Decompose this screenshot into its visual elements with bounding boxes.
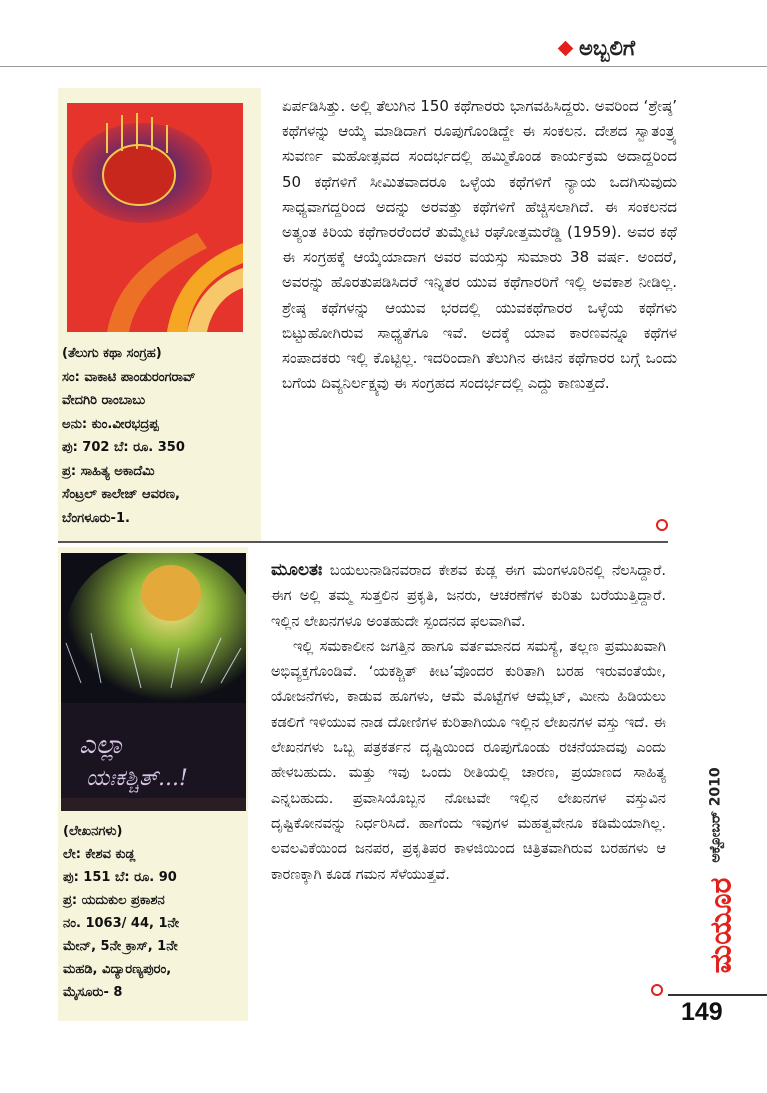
lead-word: ಮೂಲತಃ bbox=[271, 560, 323, 580]
end-mark-icon bbox=[651, 984, 663, 996]
article-paragraph bbox=[271, 558, 666, 635]
diamond-bullet-icon bbox=[558, 41, 574, 57]
book-author: ಲೇ: ಕೇಶವ ಕುಡ್ಲ bbox=[63, 847, 136, 862]
svg-text:ಎಲ್ಲಾ: ಎಲ್ಲಾ bbox=[79, 730, 125, 760]
page-number: 149 bbox=[681, 998, 723, 1026]
article-paragraph: ಇಲ್ಲಿ ಸಮಕಾಲೀನ ಜಗತ್ತಿನ ಹಾಗೂ ವರ್ತಮಾನದ ಸಮಸ್ಯೆ, ತಲ್ಲಣ ಪ್ರಮುಖವಾಗಿ ಅಭಿವ್ಯಕ್ತಗೊಂಡಿವೆ. ‘ಯಕಶ್ಚಿತ್ ಕೀಟ’ವೊಂದರ ಕುರಿತಾಗಿ ಬರಹ ಇರುವಂತೆಯೇ, ಯೋಜನೆಗಳು, ಕಾಡುವ ಹೂಗಳು, ಆಮೆ ಮೊಟ್ಟೆಗಳ ಆಮ್ಲೆಟ್, ಮೀನು ಹಿಡಿಯಲು ಕಡಲಿಗೆ ಇಳಿಯುವ ನಾಡ ದೋಣಿಗಳ ಕುರಿತಾಗಿಯೂ ಇಲ್ಲಿನ ಲೇಖನಗಳ ವಸ್ತು ಇದೆ. ಈ ಲೇಖನಗಳು ಒಬ್ಬ ಪತ್ರಕರ್ತನ ದೃಷ್ಟಿಯಿಂದ ರೂಪುಗೊಂಡು ರಚನೆಯಾದವು ಎಂದು ಹೇಳಬಹುದು. ಮತ್ತು ಇವು ಒಂದು ರೀತಿಯಲ್ಲಿ ಚಾರಣ, ಪ್ರಯಾಣದ ಸಾಹಿತ್ಯ ಎನ್ನಬಹುದು. ಪ್ರವಾಸಿಯೊಬ್ಬನ ನೋಟವೇ ಇಲ್ಲಿನ ಲೇಖನಗಳ ವಸ್ತುವಿನ ದೃಷ್ಟಿಕೋನವನ್ನು ನಿರ್ಧರಿಸಿದೆ. ಹಾಗೆಂದು ಇವುಗಳ ಮಹತ್ವವೇನೂ ಕಡಿಮೆಯಾಗಿಲ್ಲ. ಲವಲವಿಕೆಯಿಂದ ಜನಪರ, ಪ್ರಕೃತಿಪರ ಕಾಳಜಿಯಿಂದ ಚಿತ್ರಿತವಾಗಿರುವ ಬರಹಗಳು ಆ ಕಾರಣಕ್ಕಾಗಿ ಕೂಡ ಗಮನ ಸೆಳೆಯುತ್ತವೆ. bbox=[271, 638, 666, 883]
section-title: ಅಬ್ಬಲಿಗೆ bbox=[579, 36, 636, 60]
svg-text:ಯಃಕಶ್ಚಿತ್...!: ಯಃಕಶ್ಚಿತ್...! bbox=[86, 766, 188, 791]
header-rule bbox=[0, 66, 767, 67]
magazine-name bbox=[693, 860, 748, 990]
book-editor: ಸಂ: ವಾಕಾಟಿ ಪಾಂಡುರಂಗರಾವ್ bbox=[62, 369, 196, 385]
book-details bbox=[63, 820, 245, 1004]
book-publisher: ಪ್ರ: ಯದುಕುಲ ಪ್ರಕಾಶನ bbox=[63, 893, 165, 908]
book-pages-price: ಪು: 702 ಬೆ: ರೂ. 350 bbox=[62, 440, 185, 455]
issue-date bbox=[698, 767, 734, 863]
book-category: (ಲೇಖನಗಳು) bbox=[63, 824, 123, 839]
section-divider bbox=[58, 541, 668, 543]
article-paragraph: ಏರ್ಪಡಿಸಿತ್ತು. ಅಲ್ಲಿ ತೆಲುಗಿನ 150 ಕಥೆಗಾರರು ಭಾಗವಹಿಸಿದ್ದರು. ಅವರಿಂದ ‘ಶ್ರೇಷ್ಠ’ ಕಥೆಗಳನ್ನು ಆಯ್ಕೆ ಮಾಡಿದಾಗ ರೂಪುಗೊಂಡಿದ್ದೇ ಈ ಸಂಕಲನ. ದೇಶದ ಸ್ವಾತಂತ್ರ್ಯ ಸುವರ್ಣ ಮಹೋತ್ಸವದ ಸಂದರ್ಭದಲ್ಲಿ ಹಮ್ಮಿಕೊಂಡ ಕಾರ್ಯಕ್ರಮ ಅದಾದ್ದರಿಂದ 50 ಕಥೆಗಳಿಗೆ ಸೀಮಿತವಾದರೂ ಒಳ್ಳೆಯ ಕಥೆಗಳಿಗೆ ನ್ಯಾಯ ಒದಗಿಸುವುದು ಸಾಧ್ಯವಾಗದ್ದರಿಂದ ಅದನ್ನು ಅರವತ್ತು ಕಥೆಗಳಿಗೆ ಹೆಚ್ಚಿಸಲಾಗಿದೆ. ಈ ಸಂಕಲನದ ಅತ್ಯಂತ ಕಿರಿಯ ಕಥೆಗಾರರೆಂದರೆ ತುಮ್ಮೇಟಿ ರಘೋತ್ತಮರೆಡ್ಡಿ (1959). ಅವರ ಕಥೆ ಈ ಸಂಗ್ರಹಕ್ಕೆ ಆಯ್ಕೆಯಾದಾಗ ಅವರ ವಯಸ್ಸು ಸುಮಾರು 38 ವರ್ಷ. ಅಂದರೆ, ಅವರನ್ನು ಹೊರತುಪಡಿಸಿದರೆ ಇನ್ನಿತರ ಯುವ ಕಥೆಗಾರರಿಗೆ ಇಲ್ಲಿ ಅವಕಾಶ ನೀಡಿಲ್ಲ. ಶ್ರೇಷ್ಠ ಕಥೆಗಳನ್ನು ಆಯುವ ಭರದಲ್ಲಿ ಯುವಕಥೆಗಾರರ ಒಳ್ಳೆಯ ಕಥೆಗಳು ಬಿಟ್ಟುಹೋಗಿರುವ ಸಾಧ್ಯತೆಗೂ ಇವೆ. ಅದಕ್ಕೆ ಯಾವ ಕಾರಣವನ್ನೂ ಕಥೆಗಳ ಸಂಪಾದಕರು ಇಲ್ಲಿ ಕೊಟ್ಟಿಲ್ಲ. ಇದರಿಂದಾಗಿ ತೆಲುಗಿನ ಈಚಿನ ಕಥೆಗಾರರ ಬಗ್ಗೆ ಒಂದು ಬಗೆಯ ದಿವ್ಯನಿರ್ಲಕ್ಷ್ಯವು ಈ ಸಂಗ್ರಹದ ಸಂದರ್ಭದಲ್ಲಿ ಎದ್ದು ಕಾಣುತ್ತದೆ. bbox=[282, 97, 677, 393]
book-address-2: ಮೇನ್, 5ನೇ ಕ್ರಾಸ್, 1ನೇ bbox=[63, 939, 178, 954]
book-city: ಬೆಂಗಳೂರು-1. bbox=[62, 510, 130, 526]
review-article-2 bbox=[271, 558, 666, 888]
book-details bbox=[62, 342, 258, 530]
book-cover-artwork bbox=[67, 103, 243, 332]
magazine-name-text: ಮಯೂರ bbox=[703, 877, 739, 973]
book-city: ಮೈಸೂರು- 8 bbox=[63, 985, 123, 1000]
book-cover-image bbox=[61, 553, 246, 811]
book-translator: ಅನು: ಕುಂ.ವೀರಭದ್ರಪ್ಪ bbox=[62, 416, 159, 432]
book-address-3: ಮಹಡಿ, ವಿದ್ಯಾರಣ್ಯಪುರಂ, bbox=[63, 962, 172, 977]
page-rule bbox=[668, 994, 767, 996]
book-cover-image bbox=[67, 103, 243, 332]
book-address: ನಂ. 1063/ 44, 1ನೇ bbox=[63, 916, 179, 931]
book-category: (ತೆಲುಗು ಕಥಾ ಸಂಗ್ರಹ) bbox=[62, 346, 162, 361]
book-editor-2: ವೇದಗಿರಿ ರಾಂಬಾಬು bbox=[62, 393, 146, 408]
book-pages-price: ಪು: 151 ಬೆ: ರೂ. 90 bbox=[63, 870, 177, 885]
book-cover-artwork bbox=[61, 553, 246, 811]
paragraph-text: ಬಯಲುನಾಡಿನವರಾದ ಕೇಶವ ಕುಡ್ಲ ಈಗ ಮಂಗಳೂರಿನಲ್ಲಿ ನೆಲಸಿದ್ದಾರೆ. ಈಗ ಅಲ್ಲಿ ತಮ್ಮ ಸುತ್ತಲಿನ ಪ್ರಕೃತಿ, ಜನರು, ಆಚರಣೆಗಳ ಕುರಿತು ಬರೆಯುತ್ತಿದ್ದಾರೆ. ಇಲ್ಲಿನ ಲೇಖನಗಳೂ ಅಂತಹುದೇ ಸ್ಪಂದನದ ಫಲವಾಗಿವೆ. bbox=[271, 563, 666, 630]
issue-date-text: ಅಕ್ಟೋಬರ್ 2010 bbox=[708, 767, 725, 863]
end-mark-icon bbox=[656, 519, 668, 531]
section-tag bbox=[560, 36, 635, 61]
book-address: ಸೆಂಟ್ರಲ್ ಕಾಲೇಜ್ ಆವರಣ, bbox=[62, 487, 180, 502]
book-publisher: ಪ್ರ: ಸಾಹಿತ್ಯ ಅಕಾದೆಮಿ bbox=[62, 463, 155, 479]
review-article-1 bbox=[282, 94, 677, 396]
